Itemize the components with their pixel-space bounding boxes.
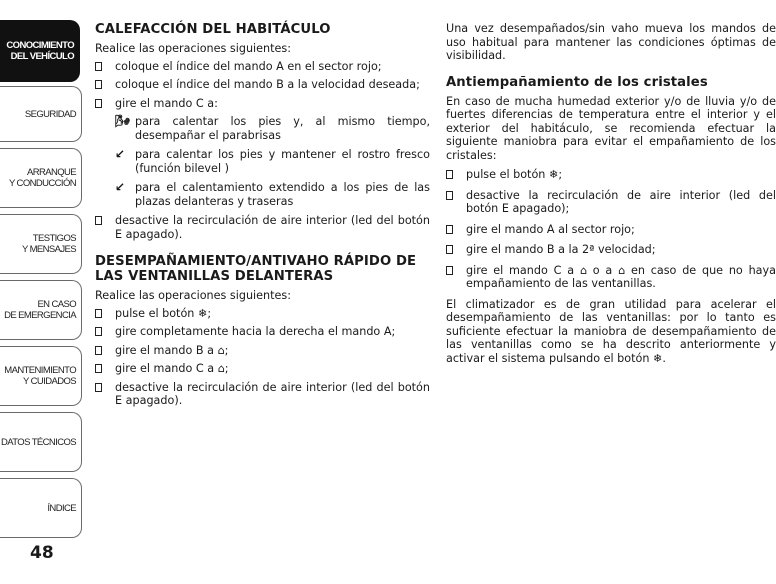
- list-item: gire el mando C a ⌂;: [95, 362, 430, 376]
- list-item: gire completamente hacia la derecha el mando A;: [95, 325, 430, 339]
- airflow-feet-icon: ↙: [115, 180, 126, 194]
- left-column: [95, 22, 430, 413]
- intro-text: Realice las operaciones siguientes:: [95, 289, 291, 302]
- tab-mantenimiento[interactable]: MANTENIMIENTO Y CUIDADOS: [0, 346, 82, 406]
- list-item: pulse el botón ❄;: [446, 168, 776, 182]
- tab-datos-tecnicos[interactable]: DATOS TÉCNICOS: [0, 412, 82, 472]
- heading-calefaccion: CALEFACCIÓN DEL HABITÁCULO: [95, 22, 331, 37]
- list-item: desactive la recirculación de aire interior (led del botón E apagado).: [95, 381, 430, 408]
- checkbox-bullet-icon: [95, 364, 102, 373]
- intro-text: Realice las operaciones siguientes:: [95, 42, 291, 55]
- sub-item: ↙ para calentar los pies y mantener el rostro fresco (función bilevel ): [115, 147, 430, 175]
- page-number: 48: [30, 543, 54, 563]
- checkbox-bullet-icon: [95, 80, 102, 89]
- list-item: coloque el índice del mando A en el sector rojo;: [95, 60, 430, 74]
- checkbox-bullet-icon: [95, 99, 102, 108]
- list-item: gire el mando B a la 2ª velocidad;: [446, 243, 776, 257]
- list-item: desactive la recirculación de aire interior (led del botón E apagado);: [446, 189, 776, 216]
- checkbox-bullet-icon: [446, 225, 453, 234]
- heading-antiempanamiento: Antiempañamiento de los cristales: [446, 74, 708, 90]
- tab-conocimiento-vehiculo[interactable]: CONOCIMIENTO DEL VEHÍCULO: [0, 20, 80, 82]
- checkbox-bullet-icon: [95, 309, 102, 318]
- tab-seguridad[interactable]: SEGURIDAD: [0, 86, 82, 142]
- checkbox-bullet-icon: [95, 216, 102, 225]
- list-item: gire el mando C a:: [95, 97, 430, 111]
- right-column: [446, 22, 776, 369]
- list-item: gire el mando B a ⌂;: [95, 344, 430, 358]
- checkbox-bullet-icon: [95, 346, 102, 355]
- closing-text: El climatizador es de gran utilidad para acelerar el desempañamiento de las ventanillas: por lo tanto es suficiente efectuar la maniobra de desempañamiento de las ventanillas como se ha descrito anteriormente y activar el sistema pulsando el botón ❄.: [446, 297, 776, 365]
- checkbox-bullet-icon: [95, 62, 102, 71]
- airflow-bilevel-icon: ↙: [115, 147, 126, 161]
- checkbox-bullet-icon: [95, 383, 102, 392]
- heading-desempanamiento: DESEMPAÑAMIENTO/ANTIVAHO RÁPIDO DE LAS VENTANILLAS DELANTERAS: [95, 254, 417, 284]
- sub-item: ↙ para el calentamiento extendido a los pies de las plazas delanteras y traseras: [115, 180, 430, 208]
- list-item: coloque el índice del mando B a la velocidad deseada;: [95, 78, 430, 92]
- tab-indice[interactable]: ÍNDICE: [0, 478, 82, 538]
- checkbox-bullet-icon: [446, 245, 453, 254]
- intro-text: Una vez desempañados/sin vaho mueva los mandos de uso habitual para mantener las condiciones óptimas de visibilidad.: [446, 22, 776, 62]
- list-item: desactive la recirculación de aire interior (led del botón E apagado).: [95, 214, 430, 241]
- checkbox-bullet-icon: [446, 266, 453, 275]
- tab-emergencia[interactable]: EN CASO DE EMERGENCIA: [0, 280, 82, 340]
- list-item: gire el mando C a ⌂ o a ⌂ en caso de que no haya empañamiento de las ventanillas.: [446, 264, 776, 291]
- body-text: En caso de mucha humedad exterior y/o de lluvia y/o de fuertes diferencias de temperatura entre el interior y el exterior del habitáculo, se recomienda efectuar la siguiente maniobra para evitar el empañamiento de los cristales:: [446, 94, 776, 162]
- list-item: gire el mando A al sector rojo;: [446, 223, 776, 237]
- checkbox-bullet-icon: [95, 327, 102, 336]
- tab-testigos-mensajes[interactable]: TESTIGOS Y MENSAJES: [0, 214, 82, 274]
- checkbox-bullet-icon: [446, 191, 453, 200]
- airflow-feet-windshield-icon: 🌬: [115, 114, 131, 128]
- tab-arranque-conduccion[interactable]: ARRANQUE Y CONDUCCIÓN: [0, 148, 82, 208]
- checkbox-bullet-icon: [446, 170, 453, 179]
- list-item: pulse el botón ❄;: [95, 307, 430, 321]
- sub-item: 🌬 para calentar los pies y, al mismo tiempo, desempañar el parabrisas: [115, 114, 430, 142]
